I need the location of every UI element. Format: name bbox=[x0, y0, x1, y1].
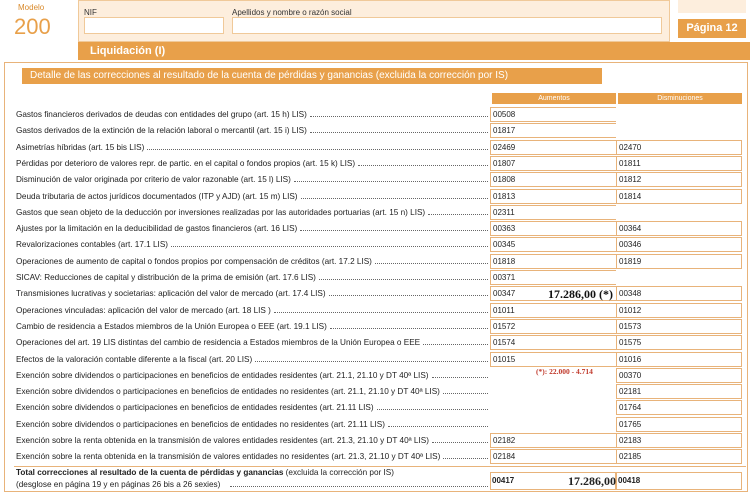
table-row bbox=[14, 156, 746, 172]
aumentos-value: 17.286,00 (*) bbox=[548, 287, 613, 302]
aumentos-field[interactable] bbox=[490, 400, 618, 415]
disminuciones-field[interactable] bbox=[616, 221, 742, 236]
disminuciones-field[interactable] bbox=[616, 303, 742, 318]
total-label-bold: Total correcciones al resultado de la cuenta de pérdidas y ganancias bbox=[16, 468, 284, 477]
disminuciones-code: 01819 bbox=[619, 256, 642, 266]
table-row bbox=[14, 221, 746, 237]
aumentos-code: 02311 bbox=[493, 207, 515, 217]
row-label: Operaciones vinculadas: aplicación del valor de mercado (art. 18 LIS ) bbox=[16, 305, 271, 315]
total-separator bbox=[14, 466, 746, 467]
disminuciones-field[interactable] bbox=[616, 433, 742, 448]
aumentos-code: 00347 bbox=[493, 289, 516, 299]
row-leader-dots bbox=[358, 165, 488, 166]
disminuciones-field[interactable] bbox=[616, 286, 742, 301]
aumentos-code: 00363 bbox=[493, 224, 516, 234]
calculation-note: (*): 22.000 - 4.714 bbox=[536, 367, 593, 376]
aumentos-code: 01015 bbox=[493, 354, 516, 364]
aumentos-field[interactable] bbox=[490, 172, 618, 187]
row-leader-dots bbox=[171, 246, 488, 247]
aumentos-field[interactable] bbox=[490, 107, 618, 122]
table-row bbox=[14, 123, 746, 139]
disminuciones-code: 02470 bbox=[619, 142, 642, 152]
aumentos-field[interactable] bbox=[490, 352, 618, 367]
row-leader-dots bbox=[432, 377, 488, 378]
disminuciones-code: 00346 bbox=[619, 240, 642, 250]
total-sublabel: (desglose en página 19 y en páginas 26 bis a 26 sexies) bbox=[16, 480, 221, 489]
aumentos-code: 00345 bbox=[493, 240, 516, 250]
column-header-disminuciones: Disminuciones bbox=[618, 93, 742, 104]
disminuciones-code: 01012 bbox=[619, 305, 642, 315]
row-label: Revalorizaciones contables (art. 17.1 LIS) bbox=[16, 240, 169, 250]
aumentos-field[interactable] bbox=[490, 270, 618, 285]
disminuciones-field[interactable] bbox=[616, 368, 742, 383]
disminuciones-field[interactable] bbox=[616, 335, 742, 350]
table-row bbox=[14, 433, 746, 449]
disminuciones-field[interactable] bbox=[616, 400, 742, 415]
disminuciones-code: 01811 bbox=[619, 158, 641, 168]
disminuciones-code: 01575 bbox=[619, 338, 642, 348]
disminuciones-field[interactable] bbox=[616, 107, 742, 122]
disminuciones-field[interactable] bbox=[616, 156, 742, 171]
aumentos-field[interactable] bbox=[490, 254, 618, 269]
nif-field[interactable] bbox=[84, 17, 224, 34]
disminuciones-field[interactable] bbox=[616, 123, 742, 138]
row-label: Exención sobre dividendos o participaciones en beneficios de entidades residentes (art. 21.11 LIS) bbox=[16, 403, 374, 413]
row-label: Transmisiones lucrativas y societarias: aplicación del valor de mercado (art. 17.4 LIS) bbox=[16, 289, 326, 299]
aumentos-code: 02182 bbox=[493, 436, 516, 445]
table-title: Detalle de las correcciones al resultado de la cuenta de pérdidas y ganancias (excluida la corrección por IS) bbox=[22, 68, 602, 84]
aumentos-code: 01817 bbox=[493, 126, 516, 136]
table-row bbox=[14, 107, 746, 123]
aumentos-field[interactable] bbox=[490, 335, 618, 350]
row-leader-dots bbox=[375, 263, 488, 264]
aumentos-field[interactable] bbox=[490, 123, 618, 138]
disminuciones-field[interactable] bbox=[616, 237, 742, 252]
disminuciones-code: 00370 bbox=[619, 370, 642, 380]
row-label: Ajustes por la limitación en la deducibilidad de gastos financieros (art. 16 LIS) bbox=[16, 224, 298, 234]
total-disminuciones-code: 00418 bbox=[618, 476, 641, 485]
disminuciones-field[interactable] bbox=[616, 205, 742, 220]
table-row bbox=[14, 368, 746, 384]
row-leader-dots bbox=[310, 132, 488, 133]
total-leader-dots bbox=[230, 486, 488, 487]
page-number-badge: Página 12 bbox=[678, 19, 746, 38]
aumentos-field[interactable] bbox=[490, 319, 618, 334]
aumentos-code: 01808 bbox=[493, 175, 516, 185]
row-leader-dots bbox=[310, 116, 488, 117]
row-label: Deuda tributaria de actos jurídicos documentados (ITP y AJD) (art. 15 m) LIS) bbox=[16, 191, 298, 201]
total-aumentos-value: 17.286,00 bbox=[568, 474, 616, 488]
name-label: Apellidos y nombre o razón social bbox=[232, 8, 352, 17]
row-leader-dots bbox=[428, 214, 488, 215]
section-title: Liquidación (I) bbox=[78, 42, 750, 60]
row-label: Exención sobre la renta obtenida en la transmisión de valores entidades no residentes (art. 21.3, 21.10 y DT 40ª LIS) bbox=[16, 452, 441, 462]
aumentos-field[interactable] bbox=[490, 449, 618, 464]
table-row bbox=[14, 237, 746, 253]
aumentos-field[interactable] bbox=[490, 237, 618, 252]
row-leader-dots bbox=[319, 279, 488, 280]
aumentos-field[interactable] bbox=[490, 156, 618, 171]
aumentos-field[interactable] bbox=[490, 140, 618, 155]
row-label: SICAV: Reducciones de capital y distribución de la prima de emisión (art. 17.6 LIS) bbox=[16, 273, 316, 282]
column-header-aumentos: Aumentos bbox=[492, 93, 616, 104]
disminuciones-field[interactable] bbox=[616, 449, 742, 464]
disminuciones-field[interactable] bbox=[616, 319, 742, 334]
table-row bbox=[14, 400, 746, 416]
row-label: Exención sobre dividendos o participaciones en beneficios de entidades no residentes (art. 21.1, 21.10 y DT 40ª LIS) bbox=[16, 387, 440, 397]
table-row bbox=[14, 335, 746, 351]
table-row bbox=[14, 286, 746, 302]
table-row bbox=[14, 417, 746, 433]
disminuciones-code: 02181 bbox=[619, 387, 642, 397]
aumentos-field[interactable] bbox=[490, 189, 618, 204]
aumentos-field[interactable] bbox=[490, 221, 618, 236]
row-label: Exención sobre la renta obtenida en la transmisión de valores entidades residentes (art. 21.3, 21.10 y DT 40ª LIS) bbox=[16, 436, 429, 445]
aumentos-code: 02184 bbox=[493, 452, 516, 462]
table-row bbox=[14, 384, 746, 400]
aumentos-field[interactable] bbox=[490, 205, 618, 220]
row-label: Disminución de valor originada por criterio de valor razonable (art. 15 l) LIS) bbox=[16, 175, 291, 185]
table-row bbox=[14, 140, 746, 156]
row-leader-dots bbox=[147, 149, 488, 150]
aumentos-code: 01813 bbox=[493, 191, 516, 201]
row-leader-dots bbox=[388, 426, 488, 427]
modelo-number: 200 bbox=[14, 14, 51, 39]
disminuciones-code: 00348 bbox=[619, 289, 642, 299]
row-leader-dots bbox=[377, 409, 488, 410]
table-row bbox=[14, 352, 746, 368]
row-leader-dots bbox=[329, 295, 488, 296]
disminuciones-field[interactable] bbox=[616, 172, 742, 187]
row-label: Gastos derivados de la extinción de la relación laboral o mercantil (art. 15 i) LIS) bbox=[16, 126, 307, 136]
aumentos-code: 01574 bbox=[493, 338, 516, 348]
table-row bbox=[14, 449, 746, 465]
row-label: Gastos financieros derivados de deudas con entidades del grupo (art. 15 h) LIS) bbox=[16, 110, 307, 119]
table-row bbox=[14, 189, 746, 205]
disminuciones-field[interactable] bbox=[616, 189, 742, 204]
disminuciones-field[interactable] bbox=[616, 384, 742, 399]
aumentos-field[interactable] bbox=[490, 303, 618, 318]
disminuciones-field[interactable] bbox=[616, 417, 742, 432]
aumentos-code: 00371 bbox=[493, 273, 516, 282]
row-label: Cambio de residencia a Estados miembros de la Unión Europea o EEE (art. 19.1 LIS) bbox=[16, 321, 327, 331]
aumentos-code: 01807 bbox=[493, 158, 516, 168]
row-leader-dots bbox=[432, 442, 488, 443]
row-leader-dots bbox=[443, 458, 488, 459]
row-leader-dots bbox=[274, 312, 488, 313]
disminuciones-code: 01814 bbox=[619, 191, 642, 201]
table-row bbox=[14, 319, 746, 335]
row-label: Operaciones del art. 19 LIS distintas del cambio de residencia a Estados miembros de la Unión Europea o EEE bbox=[16, 338, 421, 348]
table-row bbox=[14, 172, 746, 188]
total-aumentos-code: 00417 bbox=[492, 476, 515, 485]
nif-label: NIF bbox=[84, 8, 97, 17]
disminuciones-field[interactable] bbox=[616, 140, 742, 155]
disminuciones-code: 01765 bbox=[619, 419, 642, 429]
row-label: Gastos que sean objeto de la deducción por inversiones realizadas por las autoridades portuarias (art. 15 n) LIS) bbox=[16, 207, 426, 217]
disminuciones-code: 00364 bbox=[619, 224, 642, 234]
aumentos-code: 01572 bbox=[493, 321, 516, 331]
disminuciones-code: 02185 bbox=[619, 452, 642, 462]
aumentos-field[interactable] bbox=[490, 433, 618, 448]
disminuciones-code: 01016 bbox=[619, 354, 642, 364]
disminuciones-field[interactable] bbox=[616, 254, 742, 269]
row-label: Exención sobre dividendos o participaciones en beneficios de entidades no residentes (art. 21.11 LIS) bbox=[16, 419, 385, 429]
table-row bbox=[14, 303, 746, 319]
disminuciones-code: 01764 bbox=[619, 403, 642, 413]
table-row bbox=[14, 254, 746, 270]
row-label: Efectos de la valoración contable diferente a la fiscal (art. 20 LIS) bbox=[16, 354, 253, 364]
row-label: Exención sobre dividendos o participaciones en beneficios de entidades residentes (art. 21.1, 21.10 y DT 40ª LIS) bbox=[16, 370, 429, 380]
disminuciones-field[interactable] bbox=[616, 270, 742, 285]
aumentos-field[interactable] bbox=[490, 286, 618, 301]
row-label: Pérdidas por deterioro de valores repr. de partic. en el capital o fondos propios (art. 15 k) LIS) bbox=[16, 158, 356, 168]
disminuciones-field[interactable] bbox=[616, 352, 742, 367]
disminuciones-code: 01573 bbox=[619, 321, 642, 331]
table-row bbox=[14, 205, 746, 221]
row-label: Operaciones de aumento de capital o fondos propios por compensación de créditos (art. 17.2 LIS) bbox=[16, 256, 372, 266]
disminuciones-code: 02183 bbox=[619, 436, 642, 445]
row-leader-dots bbox=[301, 198, 488, 199]
aumentos-code: 00508 bbox=[493, 110, 516, 119]
total-label-rest: (excluida la corrección por IS) bbox=[283, 468, 394, 477]
aumentos-code: 01011 bbox=[493, 305, 515, 315]
row-leader-dots bbox=[255, 361, 488, 362]
row-leader-dots bbox=[443, 393, 488, 394]
aumentos-code: 01818 bbox=[493, 256, 516, 266]
row-label: Asimetrías híbridas (art. 15 bis LIS) bbox=[16, 142, 145, 152]
row-leader-dots bbox=[294, 181, 488, 182]
name-field[interactable] bbox=[232, 17, 662, 34]
disminuciones-code: 01812 bbox=[619, 175, 642, 185]
row-leader-dots bbox=[300, 230, 488, 231]
modelo-label: Modelo bbox=[18, 3, 45, 12]
page-tab-top bbox=[678, 0, 746, 13]
total-label bbox=[16, 468, 394, 477]
aumentos-code: 02469 bbox=[493, 142, 516, 152]
row-leader-dots bbox=[330, 328, 488, 329]
aumentos-field[interactable] bbox=[490, 384, 618, 399]
table-row bbox=[14, 270, 746, 286]
aumentos-field[interactable] bbox=[490, 417, 618, 432]
row-leader-dots bbox=[423, 344, 488, 345]
